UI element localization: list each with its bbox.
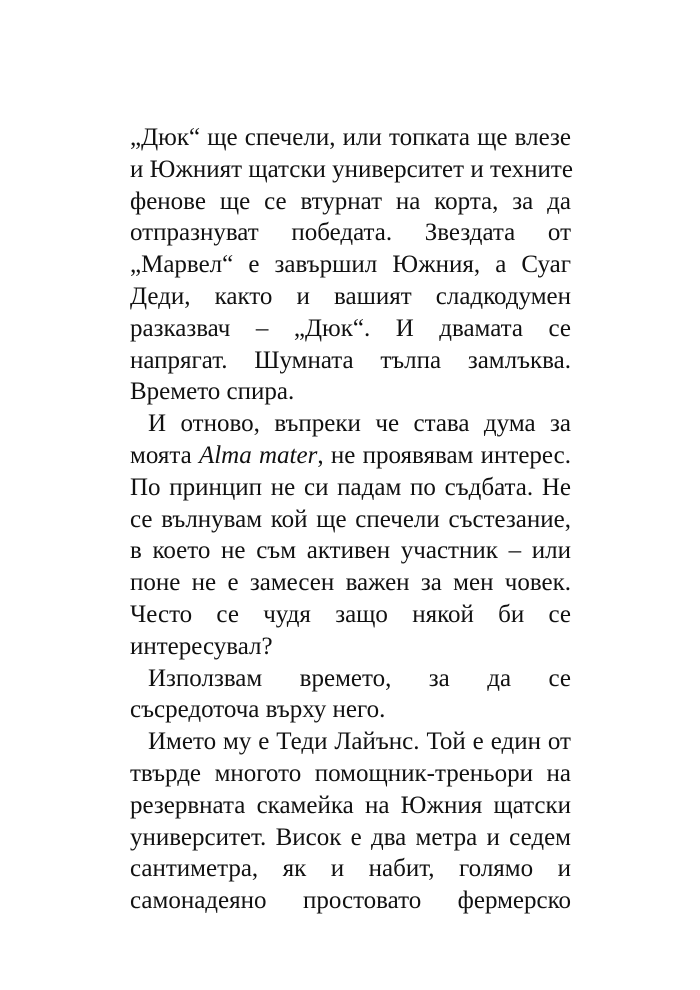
paragraph [130,726,571,917]
text-line: интересувал? [130,632,273,660]
text-line: резервната скамейка на Южния щатски [130,791,571,819]
italic-text: Alma mater [198,441,318,469]
text-line: „Марвел“ е завършил Южния, а Суаг [130,251,571,279]
text-segment: , не проявявам интерес. [317,441,571,469]
body-text [130,122,571,917]
text-line: И отново, въпреки че става дума за [148,410,571,438]
text-line: Често се чудя защо някой би се [130,600,571,628]
text-line: напрягат. Шумната тълпа замлъква. [130,346,571,374]
text-line: университет. Висок е два метра и седем [130,823,571,851]
text-line: По принцип не си падам по съдбата. Не [130,473,571,501]
text-line: и Южният щатски университет и техните [130,155,573,183]
paragraph [130,408,571,662]
text-line: Името му е Теди Лайънс. Той е един от [148,728,571,756]
text-line: фенове ще се втурнат на корта, за да [130,187,571,215]
text-line: съсредоточа върху него. [130,696,386,724]
text-line: в което не съм активен участник – или [130,537,571,565]
text-line: Използвам времето, за да се [148,664,571,692]
text-line: сантиметра, як и набит, голямо и [130,855,571,883]
text-segment: моята [130,441,199,469]
text-line [130,440,571,472]
text-line: отпразнуват победата. Звездата от [130,219,571,247]
text-line: твърде многото помощник-треньори на [130,759,571,787]
text-line: се вълнувам кой ще спечели състезание, [130,505,571,533]
text-line: поне не е замесен важен за мен човек. [130,569,571,597]
text-line: „Дюк“ ще спечели, или топката ще влезе [130,124,571,151]
text-line: самонадеяно простовато фермерско [130,887,571,915]
paragraph [130,122,571,408]
paragraph [130,663,571,727]
text-line: разказвач – „Дюк“. И двамата се [130,314,571,342]
text-line: Времето спира. [130,378,295,406]
text-line: Деди, както и вашият сладкодумен [130,282,571,310]
